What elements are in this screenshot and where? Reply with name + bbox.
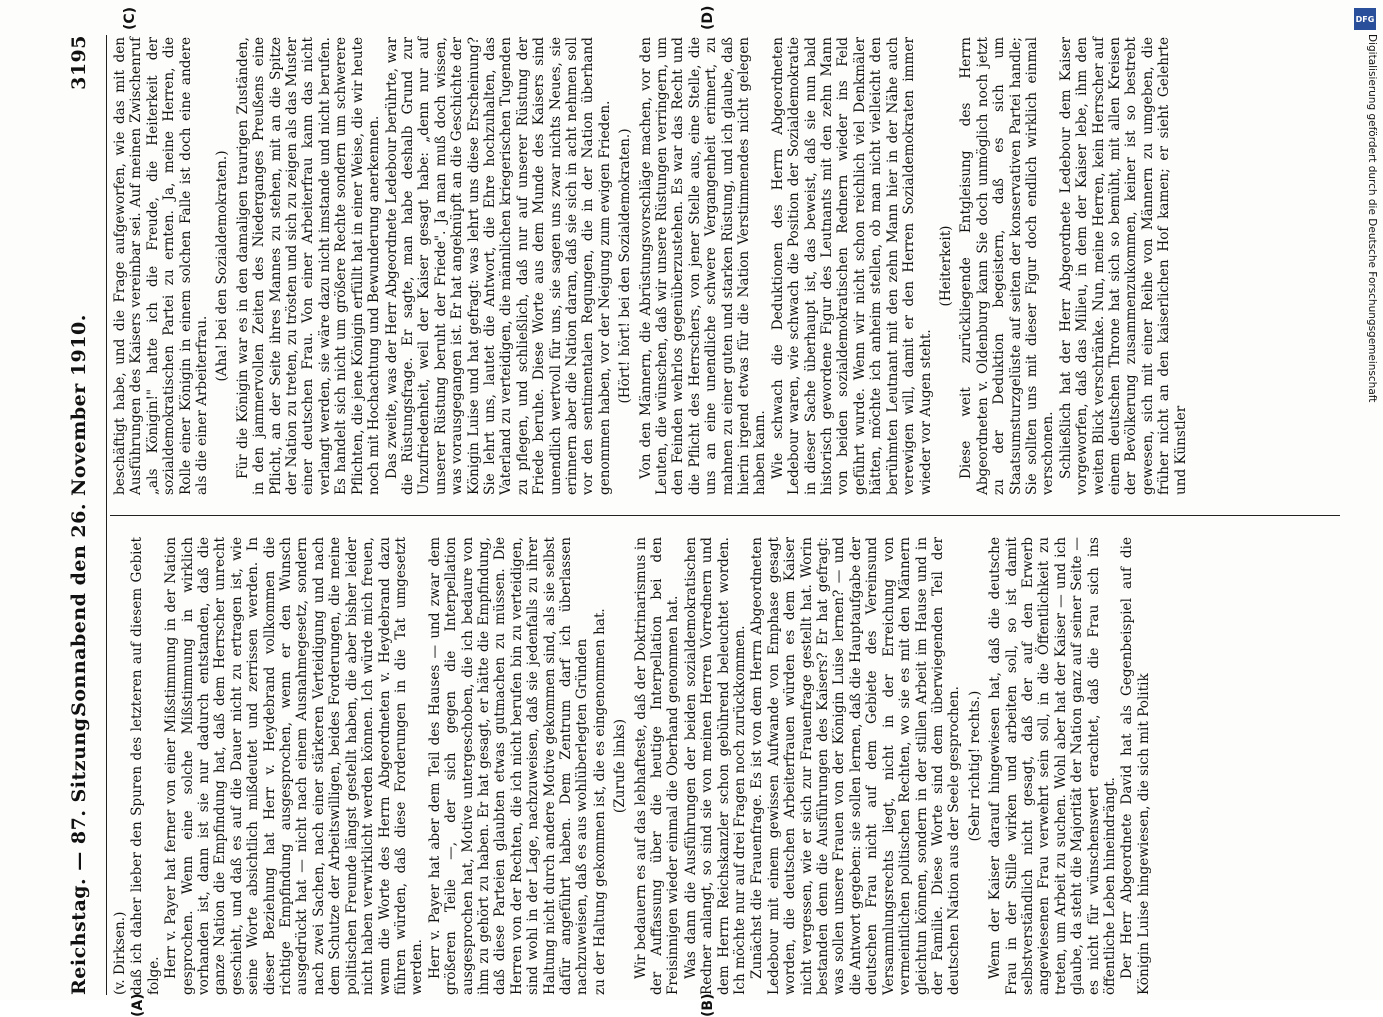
margin-marker-b: (B)	[700, 993, 716, 1017]
header-session: Reichstag. — 87. Sitzung.	[68, 710, 90, 995]
paragraph: Diese weit zurückliegende Entgleisung des Herrn Abgeordneten v. Oldenburg kann Sie doch unmöglich noch jetzt zu der Deduktion begeistern, daß es sich um Staatsumsturzgelüste auf seiten der konservativen Partei handle; Sie sollten uns mit dieser Figur doch endlich wirklich einmal verschonen.	[958, 37, 1057, 495]
margin-marker-d: (D)	[700, 5, 716, 30]
speaker-name: (v. Dirksen.)	[112, 911, 128, 995]
interjection: (Sehr richtig! rechts.)	[966, 690, 983, 842]
interjection: (Aha! bei den Sozialdemokraten.)	[214, 150, 231, 382]
paragraph: Zunächst die Frauenfrage. Es ist von dem Herrn Abgeordneten Ledebour mit einem gewissen Aufwande von Emphase gesagt worden, die deutschen Arbeiterfrauen würden es dem Kaiser nicht vergessen, wie er sich zur Frauenfrage gestellt hat. Worin bestanden denn die Ausführungen des Kaisers? Er hat gefragt: was sollen unsere Frauen von der Königin Luise lernen? — und die Antwort gegeben: sie sollen lernen, daß die Hauptaufgabe der deutschen Frau nicht auf dem Gebiete des Vereinsund Versammlungsrechts liegt, nicht in der Erreichung von vermeintlichen politischen Rechten, wo sie es mit den Männern gleichtun können, sondern in der stillen Arbeit im Hause und in der Familie. Diese Worte sind dem überwiegenden Teil der deutschen Nation aus der Seele gesprochen.	[749, 537, 963, 995]
paragraph: Was dann die Ausführungen der beiden sozialdemokratischen Redner anlangt, so sind sie von meinen Herren Vorrednern und dem Herrn Reichskanzler schon gebührend beleuchtet worden. Ich möchte nur auf drei Fragen noch zurückkommen.	[682, 537, 749, 995]
interjection: (Heiterkeit)	[937, 225, 954, 307]
paragraph: Der Herr Abgeordnete David hat als Gegenbeispiel auf die Königin Luise hingewiesen, die sich mit Politik	[1119, 537, 1152, 995]
page-header	[60, 35, 107, 995]
watermark-text: Digitalisierung gefördert durch die Deutsche Forschungsgemeinschaft	[1366, 34, 1378, 403]
right-column	[112, 37, 1190, 495]
digitization-watermark	[1352, 8, 1378, 998]
rotated-page-content	[60, 5, 1350, 1017]
paragraph: daß ich daher lieber den Spuren des letzteren auf diesem Gebiet folge.	[129, 537, 162, 995]
margin-marker-c: (C)	[122, 6, 138, 30]
paragraph: Wenn der Kaiser darauf hingewiesen hat, daß die deutsche Frau in der Stille wirken und arbeiten soll, so ist damit selbstverständlich nicht gesagt, daß der auf den Erwerb angewiesenen Frau verwehrt sein soll, in die Öffentlichkeit zu treten, um Arbeit zu suchen. Wohl aber hat der Kaiser — und ich glaube, da steht die Majorität der Nation ganz auf seiner Seite — es nicht für wünschenswert erachtet, daß die Frau sich ins öffentliche Leben hineindrängt.	[987, 537, 1118, 995]
paragraph: Wie schwach die Deduktionen des Herrn Abgeordneten Ledebour waren, wie schwach die Position der Sozialdemokratie in dieser Sache überhaupt ist, das beweist, daß sie nun bald historisch gewordene Figur des Leutnants mit den zehn Mann von beiden sozialdemokratischen Rednern wieder ins Feld geführt wurde. Wenn wir nicht schon reichlich viel Denkmäler hätten, möchte ich anheim stellen, ob man nicht vielleicht den berühmten Leutnant mit den zehn Mann hier in der Nähe auch verewigen will, damit er den Herren Sozialdemokraten immer wieder vor Augen steht.	[769, 37, 934, 495]
column-divider	[110, 515, 1340, 516]
paragraph: Herr v. Payer hat aber dem Teil des Hauses — und zwar dem größeren Teile —, der sich gegen die Interpellation ausgesprochen hat, Motive untergeschoben, die ich bedaure von ihm zu gehört zu haben. Er hat gesagt, er hätte die Empfindung, daß diese Parteien glaubten etwas gutmachen zu müssen. Die Herren von der Rechten, die ich nicht berufen bin zu verteidigen, sind wohl in der Lage, nachzuweisen, daß sie jedenfalls zu ihrer Haltung nicht durch andere Motive gekommen sind, als sie selbst dafür angeführt haben. Dem Zentrum darf ich überlassen nachzuweisen, daß es aus wohlüberlegten Gründen	[426, 537, 591, 995]
interjection: (Zurufe links)	[612, 718, 629, 814]
paragraph: beschäftigt habe, und die Frage aufgeworfen, wie das mit den Ausführungen des Kaisers vereinbar sei. Auf meinen Zwischenruf „als Königin!" hatte ich die Freude, die Heiterkeit der sozialdemokratischen Partei zu ernten. Ja, meine Herren, die Rolle einer Königin in einem solchen Falle ist doch eine andere als die einer Arbeiterfrau.	[112, 37, 211, 495]
paragraph: zu der Haltung gekommen ist, die es eingenommen hat.	[591, 608, 608, 995]
paragraph: Herr v. Payer hat ferner von einer Mißstimmung in der Nation gesprochen. Wenn eine solche Mißstimmung in wirklich vorhanden ist, dann ist sie nur dadurch entstanden, daß die ganze Nation die Empfindung hat, daß dem Herrscher unrecht geschieht, und daß es auf die Dauer nicht zu ertragen ist, wie seine Worte absichtlich mißdeutet und zerrissen werden. In dieser Beziehung hat Herr v. Heydebrand vollkommen die richtige Empfindung ausgesprochen, wenn er den Wunsch ausgedrückt hat — nicht nach einem Ausnahmegesetz, sondern nach zwei Sachen, nach einer stärkeren Verteidigung und nach dem Schutze der Arbeitswilligen, beides Forderungen, die meine politischen Freunde längst gestellt haben, die aber bisher leider nicht haben verwirklicht werden können. Ich würde mich freuen, wenn die Worte des Herrn Abgeordneten v. Heydebrand dazu führen würden, daß diese Forderungen in die Tat umgesetzt werden.	[163, 537, 426, 995]
paragraph: Das zweite, was der Herr Abgeordnete Ledebour berührte, war die Rüstungsfrage. Er sagte, man habe deshalb Grund zur Unzufriedenheit, weil der Kaiser gesagt habe: „denn nur auf unserer Rüstung beruht der Friede". Ja man muß doch wissen, was vorausgegangen ist. Er hat angeknüpft an die Geschichte der Königin Luise und hat gefragt: was lehrt uns diese Erscheinung? Sie lehrt uns, lautet die Antwort, die Ehre hochzuhalten, das Vaterland zu verteidigen, die männlichen kriegerischen Tugenden zu pflegen, und schließlich, daß nur auf unserer Rüstung der Friede beruhe. Diese Worte aus dem Munde des Kaisers sind unendlich wertvoll für uns, sie sagen uns zwar nichts Neues, sie erinnern aber die Nation daran, daß sie sich in acht nehmen soll vor den sentimentalen Regungen, die in der Nation überhand genommen haben, vor der Neigung zum ewigen Frieden.	[383, 37, 613, 495]
paragraph: Für die Königin war es in den damaligen traurigen Zuständen, in den jammervollen Zeiten des Niederganges Preußens eine Pflicht, an der Seite ihres Mannes zu stehen, mit an die Spitze der Nation zu treten, zu trösten und sich zu zeigen als das Muster einer deutschen Frau. Von einer Arbeiterfrau kann das nicht verlangt werden, sie wäre dazu nicht imstande und nicht berufen. Es handelt sich nicht um größere Rechte sondern um schwerere Pflichten, die jene Königin erfüllt hat in einer Weise, die wir heute noch mit Hochachtung und Bewunderung anerkennen.	[234, 37, 383, 495]
interjection: (Hört! hört! bei den Sozialdemokraten.)	[617, 128, 634, 404]
paragraph: Schließlich hat der Herr Abgeordnete Ledebour dem Kaiser vorgeworfen, daß das Milieu, in dem der Kaiser lebe, ihm den weiten Blick verschränke. Nun, meine Herren, kein Herrscher auf einem deutschen Throne hat sich so bemüht, mit allen Kreisen der Bevölkerung zusammenzukommen, keiner ist so bestrebt gewesen, sich mit einer Reihe von Männern zu umgeben, die früher nicht an den kaiserlichen Hof kamen; er sieht Gelehrte und Künstler	[1057, 37, 1189, 495]
left-column	[112, 537, 1153, 995]
header-date: Sonnabend den 26. November 1910.	[68, 314, 90, 716]
margin-marker-a: (A)	[130, 993, 146, 1017]
page-number: 3195	[68, 35, 90, 90]
paragraph: Wir bedauern es auf das lebhafteste, daß der Doktrinarismus in der Auffassung über die heutige Interpellation bei den Freisinnigen wieder einmal die Oberhand genommen hat.	[632, 537, 682, 995]
paragraph: Von den Männern, die Abrüstungsvorschläge machen, vor den Leuten, die wünschen, daß wir unsere Rüstungen verringern, um den Feinden wehrlos gegenüberzustehen. Es war das Recht und die Pflicht des Herrschers, von jener Stelle aus, eine Stelle, die uns an eine unendliche schwere Vergangenheit erinnert, zu mahnen zu einer guten und starken Rüstung, und ich glaube, daß hierin irgend etwas für die Nation Verstimmendes nicht gelegen haben kann.	[637, 37, 769, 495]
dfg-logo-icon: DFG	[1354, 8, 1376, 30]
